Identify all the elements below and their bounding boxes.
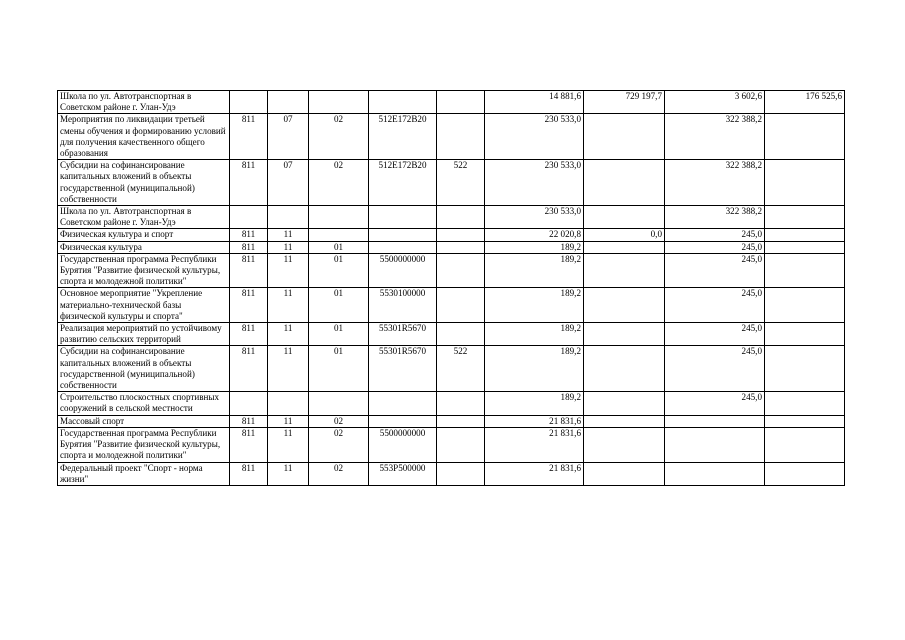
target-article-cell: 512E172B20 — [369, 114, 437, 160]
amount-4-cell — [765, 241, 845, 253]
table-row — [58, 160, 845, 206]
amount-2-cell: 729 197,7 — [584, 91, 665, 114]
grbs-code-cell — [230, 392, 268, 415]
amount-1-cell: 230 533,0 — [485, 160, 584, 206]
subsection-code-cell: 01 — [309, 323, 369, 346]
row-name-cell: Физическая культура и спорт — [58, 229, 230, 241]
subsection-code-cell — [309, 229, 369, 241]
amount-4-cell — [765, 114, 845, 160]
expense-type-cell — [437, 427, 485, 462]
row-name-cell: Субсидии на софинансирование капитальных вложений в объекты государственной (муниципальной) собственности — [58, 346, 230, 392]
grbs-code-cell: 811 — [230, 288, 268, 323]
row-name-cell: Федеральный проект "Спорт - норма жизни" — [58, 462, 230, 485]
grbs-code-cell: 811 — [230, 427, 268, 462]
amount-3-cell: 245,0 — [665, 288, 765, 323]
subsection-code-cell: 01 — [309, 346, 369, 392]
target-article-cell — [369, 206, 437, 229]
section-code-cell — [268, 91, 309, 114]
table-row — [58, 392, 845, 415]
section-code-cell: 11 — [268, 288, 309, 323]
target-article-cell: 55301R5670 — [369, 323, 437, 346]
target-article-cell — [369, 392, 437, 415]
target-article-cell: 553P500000 — [369, 462, 437, 485]
amount-4-cell — [765, 160, 845, 206]
section-code-cell: 11 — [268, 427, 309, 462]
expense-type-cell — [437, 229, 485, 241]
target-article-cell: 512E172B20 — [369, 160, 437, 206]
row-name-cell: Государственная программа Республики Бурятия "Развитие физической культуры, спорта и молодежной политики" — [58, 253, 230, 288]
row-name-cell: Физическая культура — [58, 241, 230, 253]
subsection-code-cell — [309, 91, 369, 114]
row-name-cell: Государственная программа Республики Бурятия "Развитие физической культуры, спорта и молодежной политики" — [58, 427, 230, 462]
amount-4-cell — [765, 253, 845, 288]
target-article-cell — [369, 229, 437, 241]
expense-type-cell — [437, 206, 485, 229]
amount-4-cell — [765, 392, 845, 415]
row-name-cell: Реализация мероприятий по устойчивому развитию сельских территорий — [58, 323, 230, 346]
section-code-cell: 07 — [268, 160, 309, 206]
expense-type-cell: 522 — [437, 346, 485, 392]
expense-type-cell — [437, 323, 485, 346]
table-row — [58, 91, 845, 114]
amount-2-cell — [584, 114, 665, 160]
expense-type-cell — [437, 288, 485, 323]
target-article-cell: 5500000000 — [369, 427, 437, 462]
section-code-cell: 11 — [268, 462, 309, 485]
subsection-code-cell — [309, 206, 369, 229]
subsection-code-cell: 02 — [309, 160, 369, 206]
table-row — [58, 346, 845, 392]
section-code-cell: 11 — [268, 241, 309, 253]
section-code-cell: 11 — [268, 323, 309, 346]
table-row — [58, 323, 845, 346]
amount-3-cell: 245,0 — [665, 229, 765, 241]
amount-2-cell — [584, 241, 665, 253]
subsection-code-cell: 02 — [309, 415, 369, 427]
amount-2-cell — [584, 206, 665, 229]
amount-3-cell: 322 388,2 — [665, 206, 765, 229]
subsection-code-cell: 01 — [309, 288, 369, 323]
amount-2-cell: 0,0 — [584, 229, 665, 241]
table-row — [58, 114, 845, 160]
target-article-cell: 5530100000 — [369, 288, 437, 323]
row-name-cell: Основное мероприятие "Укрепление материально-технической базы физической культуры и спорта" — [58, 288, 230, 323]
amount-1-cell: 21 831,6 — [485, 462, 584, 485]
amount-3-cell: 322 388,2 — [665, 160, 765, 206]
amount-4-cell — [765, 462, 845, 485]
table-row — [58, 427, 845, 462]
amount-2-cell — [584, 427, 665, 462]
amount-3-cell — [665, 462, 765, 485]
section-code-cell: 11 — [268, 229, 309, 241]
row-name-cell: Мероприятия по ликвидации третьей смены обучения и формированию условий для получения качественного общего образования — [58, 114, 230, 160]
grbs-code-cell — [230, 91, 268, 114]
section-code-cell: 07 — [268, 114, 309, 160]
amount-2-cell — [584, 346, 665, 392]
table-row — [58, 415, 845, 427]
amount-3-cell: 322 388,2 — [665, 114, 765, 160]
expense-type-cell: 522 — [437, 160, 485, 206]
amount-2-cell — [584, 323, 665, 346]
amount-2-cell — [584, 160, 665, 206]
table-row — [58, 288, 845, 323]
amount-1-cell: 189,2 — [485, 323, 584, 346]
grbs-code-cell: 811 — [230, 114, 268, 160]
grbs-code-cell: 811 — [230, 346, 268, 392]
amount-3-cell — [665, 415, 765, 427]
table-row — [58, 241, 845, 253]
target-article-cell: 5500000000 — [369, 253, 437, 288]
grbs-code-cell: 811 — [230, 229, 268, 241]
amount-1-cell: 230 533,0 — [485, 206, 584, 229]
target-article-cell — [369, 241, 437, 253]
amount-4-cell — [765, 427, 845, 462]
expense-type-cell — [437, 91, 485, 114]
subsection-code-cell: 01 — [309, 253, 369, 288]
amount-1-cell: 189,2 — [485, 241, 584, 253]
amount-3-cell: 3 602,6 — [665, 91, 765, 114]
row-name-cell: Школа по ул. Автотранспортная в Советском районе г. Улан-Удэ — [58, 206, 230, 229]
amount-4-cell — [765, 346, 845, 392]
grbs-code-cell: 811 — [230, 323, 268, 346]
amount-4-cell — [765, 415, 845, 427]
row-name-cell: Школа по ул. Автотранспортная в Советском районе г. Улан-Удэ — [58, 91, 230, 114]
section-code-cell: 11 — [268, 415, 309, 427]
target-article-cell: 55301R5670 — [369, 346, 437, 392]
grbs-code-cell: 811 — [230, 241, 268, 253]
grbs-code-cell: 811 — [230, 160, 268, 206]
amount-1-cell: 230 533,0 — [485, 114, 584, 160]
amount-1-cell: 22 020,8 — [485, 229, 584, 241]
subsection-code-cell: 02 — [309, 462, 369, 485]
amount-4-cell — [765, 229, 845, 241]
table-row — [58, 229, 845, 241]
expense-type-cell — [437, 415, 485, 427]
amount-4-cell — [765, 206, 845, 229]
table-row — [58, 462, 845, 485]
amount-4-cell — [765, 288, 845, 323]
amount-2-cell — [584, 462, 665, 485]
section-code-cell: 11 — [268, 346, 309, 392]
amount-1-cell: 21 831,6 — [485, 427, 584, 462]
table-row — [58, 206, 845, 229]
amount-3-cell: 245,0 — [665, 323, 765, 346]
budget-table — [57, 90, 845, 486]
expense-type-cell — [437, 253, 485, 288]
amount-2-cell — [584, 415, 665, 427]
subsection-code-cell: 02 — [309, 427, 369, 462]
grbs-code-cell: 811 — [230, 415, 268, 427]
amount-1-cell: 189,2 — [485, 346, 584, 392]
section-code-cell: 11 — [268, 253, 309, 288]
amount-3-cell: 245,0 — [665, 346, 765, 392]
amount-1-cell: 21 831,6 — [485, 415, 584, 427]
amount-3-cell — [665, 427, 765, 462]
target-article-cell — [369, 415, 437, 427]
target-article-cell — [369, 91, 437, 114]
amount-4-cell — [765, 323, 845, 346]
amount-1-cell: 189,2 — [485, 288, 584, 323]
amount-3-cell: 245,0 — [665, 253, 765, 288]
subsection-code-cell: 02 — [309, 114, 369, 160]
subsection-code-cell: 01 — [309, 241, 369, 253]
expense-type-cell — [437, 114, 485, 160]
row-name-cell: Строительство плоскостных спортивных сооружений в сельской местности — [58, 392, 230, 415]
amount-2-cell — [584, 253, 665, 288]
amount-4-cell: 176 525,6 — [765, 91, 845, 114]
amount-2-cell — [584, 392, 665, 415]
amount-1-cell: 14 881,6 — [485, 91, 584, 114]
amount-3-cell: 245,0 — [665, 392, 765, 415]
amount-1-cell: 189,2 — [485, 253, 584, 288]
row-name-cell: Массовый спорт — [58, 415, 230, 427]
grbs-code-cell — [230, 206, 268, 229]
section-code-cell — [268, 206, 309, 229]
grbs-code-cell: 811 — [230, 462, 268, 485]
table-row — [58, 253, 845, 288]
table-body — [58, 91, 845, 486]
row-name-cell: Субсидии на софинансирование капитальных вложений в объекты государственной (муниципальной) собственности — [58, 160, 230, 206]
subsection-code-cell — [309, 392, 369, 415]
grbs-code-cell: 811 — [230, 253, 268, 288]
expense-type-cell — [437, 241, 485, 253]
expense-type-cell — [437, 462, 485, 485]
amount-2-cell — [584, 288, 665, 323]
amount-1-cell: 189,2 — [485, 392, 584, 415]
section-code-cell — [268, 392, 309, 415]
amount-3-cell: 245,0 — [665, 241, 765, 253]
expense-type-cell — [437, 392, 485, 415]
